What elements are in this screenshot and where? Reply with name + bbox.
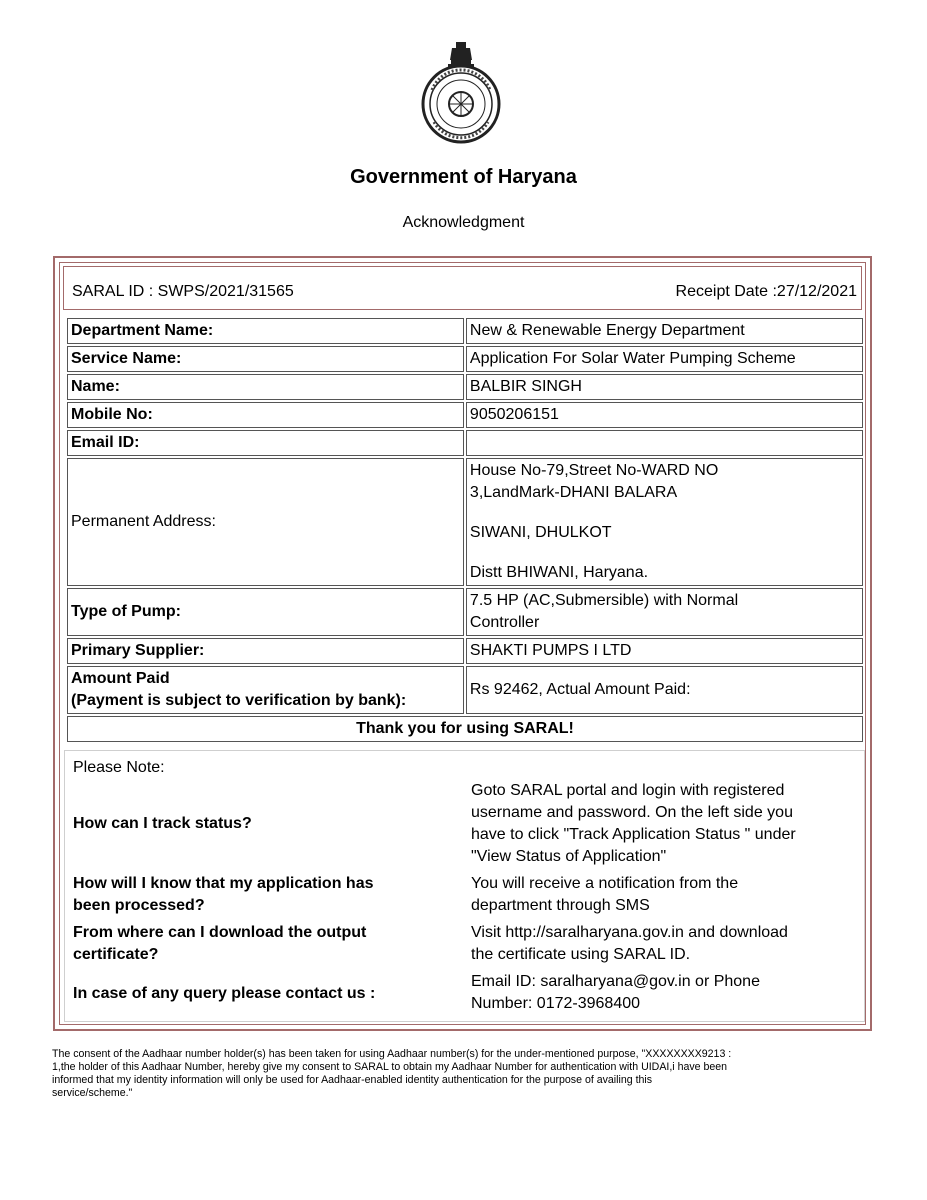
receipt-id-row [63, 266, 862, 310]
table-row [67, 638, 863, 664]
note-answer [471, 873, 859, 917]
address-line: SIWANI, DHULKOT [469, 524, 612, 541]
supplier-label: Primary Supplier: [67, 638, 464, 664]
receipt-date: Receipt Date :27/12/2021 [675, 283, 857, 300]
consent-line: informed that my identity information will only be used for Aadhaar-enabled identity authentication for the purpose of availing this [52, 1074, 653, 1086]
department-value: New & Renewable Energy Department [466, 318, 863, 344]
note-question [73, 922, 453, 966]
table-row [67, 318, 863, 344]
table-row [67, 588, 863, 636]
note-question-line: In case of any query please contact us : [73, 985, 376, 1002]
note-answer-line: the certificate using SARAL ID. [471, 946, 691, 963]
address-line: 3,LandMark-DHANI BALARA [469, 484, 678, 501]
note-question [73, 873, 453, 917]
supplier-value: SHAKTI PUMPS I LTD [466, 638, 863, 664]
pump-value-line: Controller [469, 614, 540, 631]
table-row [67, 374, 863, 400]
email-label: Email ID: [67, 430, 464, 456]
note-answer-line: Goto SARAL portal and login with registered [471, 782, 785, 799]
address-line: House No-79,Street No-WARD NO [469, 462, 719, 479]
note-answer-line: You will receive a notification from the [471, 875, 739, 892]
note-answer [471, 971, 859, 1015]
note-answer-line: have to click "Track Application Status " under [471, 826, 796, 843]
note-question-line: From where can I download the output [73, 924, 367, 941]
note-question [73, 983, 453, 1005]
amount-label-line: (Payment is subject to verification by bank): [71, 692, 407, 709]
address-value [466, 458, 863, 586]
address-line: Distt BHIWANI, Haryana. [469, 564, 649, 581]
note-answer-line: Visit http://saralharyana.gov.in and download [471, 924, 788, 941]
note-question-line: How will I know that my application has [73, 875, 374, 892]
table-row [67, 666, 863, 714]
name-value: BALBIR SINGH [466, 374, 863, 400]
mobile-label: Mobile No: [67, 402, 464, 428]
thank-you-message: Thank you for using SARAL! [67, 716, 863, 742]
table-row [67, 402, 863, 428]
aadhaar-consent-text [52, 1048, 882, 1100]
note-question-line: How can I track status? [73, 815, 252, 832]
page-subtitle: Acknowledgment [402, 214, 525, 231]
table-row [67, 716, 863, 742]
note-answer-line: Number: 0172-3968400 [471, 995, 641, 1012]
notes-heading: Please Note: [73, 759, 165, 776]
amount-label-line: Amount Paid [71, 670, 170, 687]
service-label: Service Name: [67, 346, 464, 372]
acknowledgment-frame [53, 256, 872, 1031]
mobile-value: 9050206151 [466, 402, 863, 428]
application-details-table [65, 316, 865, 744]
notes-section [64, 750, 865, 1022]
note-answer-line: department through SMS [471, 897, 650, 914]
name-label: Name: [67, 374, 464, 400]
consent-line: The consent of the Aadhaar number holder(s) has been taken for using Aadhaar number(s) for the under-mentioned purpose, "XXXXXXXX9213 : [52, 1048, 732, 1060]
department-label: Department Name: [67, 318, 464, 344]
note-answer-line: username and password. On the left side you [471, 804, 793, 821]
note-answer [471, 922, 859, 966]
table-row [67, 346, 863, 372]
note-question-line: been processed? [73, 897, 205, 914]
consent-line: 1,the holder of this Aadhaar Number, hereby give my consent to SARAL to obtain my Aadhaar Number for authentication with UIDAI,i have been [52, 1061, 728, 1073]
table-row [67, 430, 863, 456]
state-emblem-icon [418, 40, 504, 144]
acknowledgment-inner-frame [59, 262, 866, 1025]
note-answer [471, 780, 859, 868]
table-row [67, 458, 863, 586]
amount-label [67, 666, 464, 714]
page-title: Government of Haryana [350, 166, 577, 188]
consent-line: service/scheme." [52, 1087, 133, 1099]
email-value [466, 430, 863, 456]
pump-value-line: 7.5 HP (AC,Submersible) with Normal [469, 592, 739, 609]
note-question-line: certificate? [73, 946, 159, 963]
note-answer-line: Email ID: saralharyana@gov.in or Phone [471, 973, 760, 990]
address-label: Permanent Address: [67, 458, 464, 586]
amount-value: Rs 92462, Actual Amount Paid: [466, 666, 863, 714]
pump-value [466, 588, 863, 636]
note-question [73, 813, 453, 835]
pump-label: Type of Pump: [67, 588, 464, 636]
saral-id: SARAL ID : SWPS/2021/31565 [72, 283, 294, 300]
note-answer-line: "View Status of Application" [471, 848, 667, 865]
service-value: Application For Solar Water Pumping Scheme [466, 346, 863, 372]
